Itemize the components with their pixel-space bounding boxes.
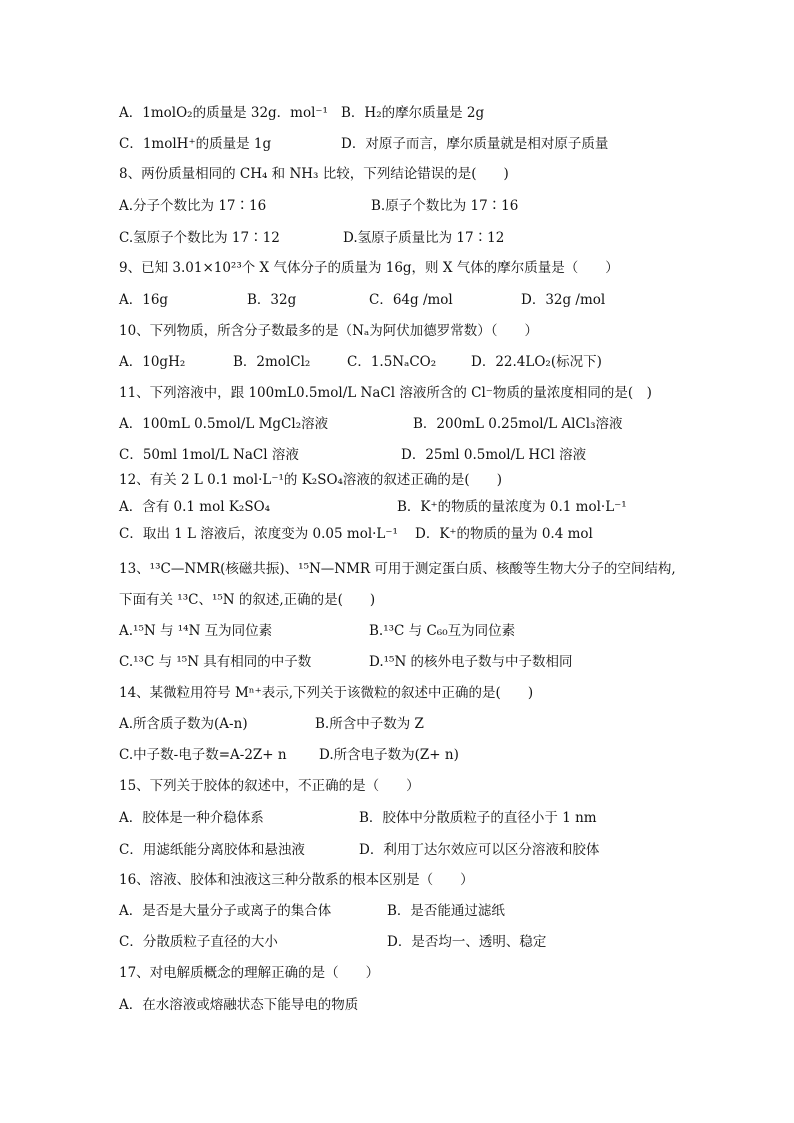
options-row — [119, 622, 739, 640]
answer-option: C．取出 1 L 溶液后，浓度变为 0.05 mol·L⁻¹ — [119, 526, 398, 542]
answer-option: A．1molO₂的质量是 32g．mol⁻¹ — [119, 105, 328, 121]
options-row — [119, 415, 739, 433]
answer-option: B．胶体中分散质粒子的直径小于 1 nm — [359, 810, 597, 826]
question-text: A．在水溶液或熔融状态下能导电的物质 — [119, 997, 359, 1013]
answer-option: B．2molCl₂ — [233, 354, 311, 370]
question-text: 13、¹³C—NMR(核磁共振)、¹⁵N—NMR 可用于测定蛋白质、核酸等生物大分子的空间结构, — [119, 561, 676, 577]
question-text: 8、两份质量相同的 CH₄ 和 NH₃ 比较，下列结论错误的是( ) — [119, 166, 509, 182]
answer-option: A．16g — [119, 292, 169, 308]
answer-option: D．对原子而言，摩尔质量就是相对原子质量 — [341, 136, 609, 152]
answer-option: D．利用丁达尔效应可以区分溶液和胶体 — [359, 842, 600, 858]
answer-option: A.所含质子数为(A-n) — [119, 716, 248, 732]
options-row — [119, 933, 739, 951]
answer-option: B．32g — [247, 292, 297, 308]
answer-option: A．是否是大量分子或离子的集合体 — [119, 903, 332, 919]
answer-option: C.中子数-电子数=A-2Z+ n — [119, 747, 287, 763]
options-row — [119, 902, 739, 920]
question-text: 12、有关 2 L 0.1 mol·L⁻¹的 K₂SO₄溶液的叙述正确的是( ) — [119, 472, 502, 488]
options-row — [119, 715, 739, 733]
answer-option: C．1molH⁺的质量是 1g — [119, 136, 272, 152]
answer-option: A．10gH₂ — [119, 354, 186, 370]
answer-option: B．K⁺的物质的量浓度为 0.1 mol·L⁻¹ — [397, 499, 627, 515]
answer-option: D．25ml 0.5mol/L HCl 溶液 — [401, 447, 587, 463]
answer-option: C.氢原子个数比为 17∶12 — [119, 230, 280, 246]
answer-option: D．K⁺的物质的量为 0.4 mol — [415, 526, 593, 542]
question-text: 11、下列溶液中，跟 100mL0.5mol/L NaCl 溶液所含的 Cl⁻物质的量浓度相同的是( ) — [119, 385, 652, 401]
options-row — [119, 653, 739, 671]
answer-option: A.¹⁵N 与 ¹⁴N 互为同位素 — [119, 623, 273, 639]
answer-option: A．胶体是一种介稳体系 — [119, 810, 264, 826]
options-row — [119, 746, 739, 764]
question-text: 10、下列物质，所含分子数最多的是（Nₐ为阿伏加德罗常数）（ ） — [119, 323, 538, 339]
answer-option: A．含有 0.1 mol K₂SO₄ — [119, 499, 271, 515]
answer-option: C．1.5NₐCO₂ — [347, 354, 437, 370]
answer-option: D.所含电子数为(Z+ n) — [319, 747, 459, 763]
question-text: 14、某微粒用符号 Mⁿ⁺表示,下列关于该微粒的叙述中正确的是( ) — [119, 685, 534, 701]
options-row — [119, 229, 739, 247]
answer-option: C．用滤纸能分离胶体和悬浊液 — [119, 842, 305, 858]
answer-option: B．是否能通过滤纸 — [387, 903, 505, 919]
answer-option: B．H₂的摩尔质量是 2g — [341, 105, 485, 121]
options-row — [119, 104, 739, 122]
options-row — [119, 841, 739, 859]
question-text: 15、下列关于胶体的叙述中，不正确的是（ ） — [119, 778, 420, 794]
answer-option: C．64g /mol — [369, 292, 453, 308]
question-text: 9、已知 3.01×10²³个 X 气体分子的质量为 16g，则 X 气体的摩尔质量是（ ） — [119, 260, 619, 276]
options-row — [119, 525, 739, 543]
options-row — [119, 353, 739, 371]
answer-option: C.¹³C 与 ¹⁵N 具有相同的中子数 — [119, 654, 312, 670]
answer-option: C．分散质粒子直径的大小 — [119, 934, 278, 950]
answer-option: D.氢原子质量比为 17∶12 — [343, 230, 505, 246]
question-text: 17、对电解质概念的理解正确的是（ ） — [119, 965, 380, 981]
options-row — [119, 197, 739, 215]
question-text: 下面有关 ¹³C、¹⁵N 的叙述,正确的是( ) — [119, 592, 376, 608]
question-text: 16、溶液、胶体和浊液这三种分散系的根本区别是（ ） — [119, 872, 474, 888]
options-row — [119, 498, 739, 516]
options-row — [119, 446, 739, 464]
answer-option: D．32g /mol — [521, 292, 606, 308]
answer-option: B.原子个数比为 17∶16 — [371, 198, 519, 214]
options-row — [119, 135, 739, 153]
answer-option: B.¹³C 与 C₆₀互为同位素 — [369, 623, 516, 639]
answer-option: D.¹⁵N 的核外电子数与中子数相同 — [369, 654, 573, 670]
options-row — [119, 809, 739, 827]
answer-option: A．100mL 0.5mol/L MgCl₂溶液 — [119, 416, 329, 432]
answer-option: D．22.4LO₂(标况下) — [471, 354, 602, 370]
answer-option: B．200mL 0.25mol/L AlCl₃溶液 — [413, 416, 623, 432]
answer-option: A.分子个数比为 17∶16 — [119, 198, 267, 214]
answer-option: D．是否均一、透明、稳定 — [387, 934, 547, 950]
options-row — [119, 291, 739, 309]
answer-option: B.所含中子数为 Z — [315, 716, 424, 732]
answer-option: C．50ml 1mol/L NaCl 溶液 — [119, 447, 299, 463]
